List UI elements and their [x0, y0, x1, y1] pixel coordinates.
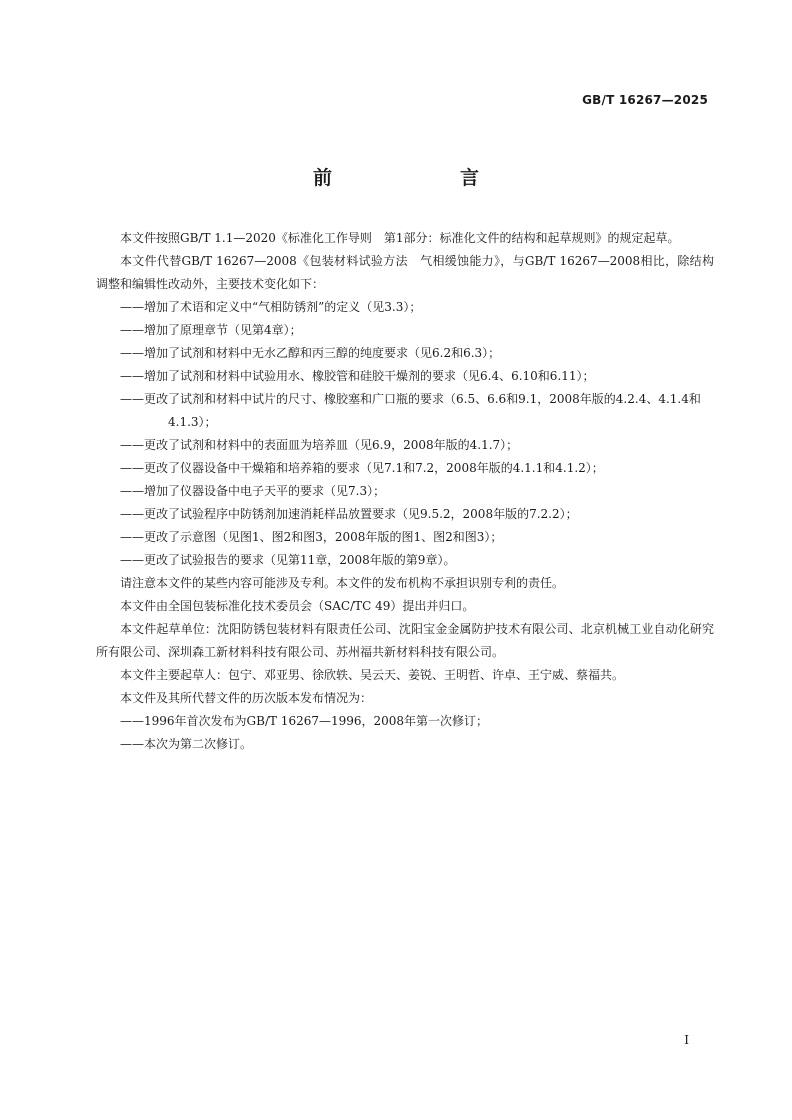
- change-item: ——更改了试剂和材料中的表面皿为培养皿（见6.9，2008年版的4.1.7）；: [120, 438, 519, 452]
- paragraph-replacement: 本文件代替GB/T 16267—2008《包装材料试验方法 气相缓蚀能力》，与GB/T 16267—2008相比，除结构调整和编辑性改动外，主要技术变化如下：: [96, 254, 714, 291]
- paragraph-drafting-rule: 本文件按照GB/T 1.1—2020《标准化工作导则 第1部分：标准化文件的结构和起草规则》的规定起草。: [120, 231, 680, 245]
- change-item: ——更改了试验程序中防锈剂加速消耗样品放置要求（见9.5.2，2008年版的7.2.2）；: [120, 507, 578, 521]
- history-item: ——1996年首次发布为GB/T 16267—1996，2008年第一次修订；: [120, 714, 489, 728]
- standard-code: GB/T 16267—2025: [582, 93, 708, 107]
- paragraph-patent-note: 请注意本文件的某些内容可能涉及专利。本文件的发布机构不承担识别专利的责任。: [120, 576, 565, 590]
- change-item: ——增加了试剂和材料中无水乙醇和丙三醇的纯度要求（见6.2和6.3）；: [120, 346, 501, 360]
- paragraph-committee: 本文件由全国包装标准化技术委员会（SAC/TC 49）提出并归口。: [120, 599, 475, 613]
- page-number: I: [684, 1033, 689, 1047]
- change-item: ——更改了试验报告的要求（见第11章，2008年版的第9章）。: [120, 553, 456, 567]
- change-item: ——增加了试剂和材料中试验用水、橡胶管和硅胶干燥剂的要求（见6.4、6.10和6.11）；: [120, 369, 595, 383]
- document-body: [96, 227, 714, 756]
- change-item: ——增加了术语和定义中“气相防锈剂”的定义（见3.3）；: [120, 300, 422, 314]
- change-item: ——更改了试剂和材料中试片的尺寸、橡胶塞和广口瓶的要求（6.5、6.6和9.1，2008年版的4.2.4、4.1.4和4.1.3）；: [120, 392, 701, 429]
- change-item: ——增加了仪器设备中电子天平的要求（见7.3）；: [120, 484, 386, 498]
- paragraph-history-intro: 本文件及其所代替文件的历次版本发布情况为：: [120, 691, 373, 705]
- history-item: ——本次为第二次修订。: [120, 737, 253, 751]
- paragraph-drafting-units: 本文件起草单位：沈阳防锈包装材料有限责任公司、沈阳宝金金属防护技术有限公司、北京机械工业自动化研究所有限公司、深圳森工新材料科技有限公司、苏州福共新材料科技有限公司。: [96, 622, 714, 659]
- paragraph-drafters: 本文件主要起草人：包宁、邓亚男、徐欣轶、吴云天、姜锐、王明哲、许卓、王宁威、蔡福共。: [120, 668, 625, 682]
- page-title: 前 言: [312, 167, 509, 189]
- change-item: ——更改了示意图（见图1、图2和图3，2008年版的图1、图2和图3）；: [120, 530, 503, 544]
- change-item: ——更改了仪器设备中干燥箱和培养箱的要求（见7.1和7.2，2008年版的4.1.1和4.1.2）；: [120, 461, 604, 475]
- change-item: ——增加了原理章节（见第4章）；: [120, 323, 302, 337]
